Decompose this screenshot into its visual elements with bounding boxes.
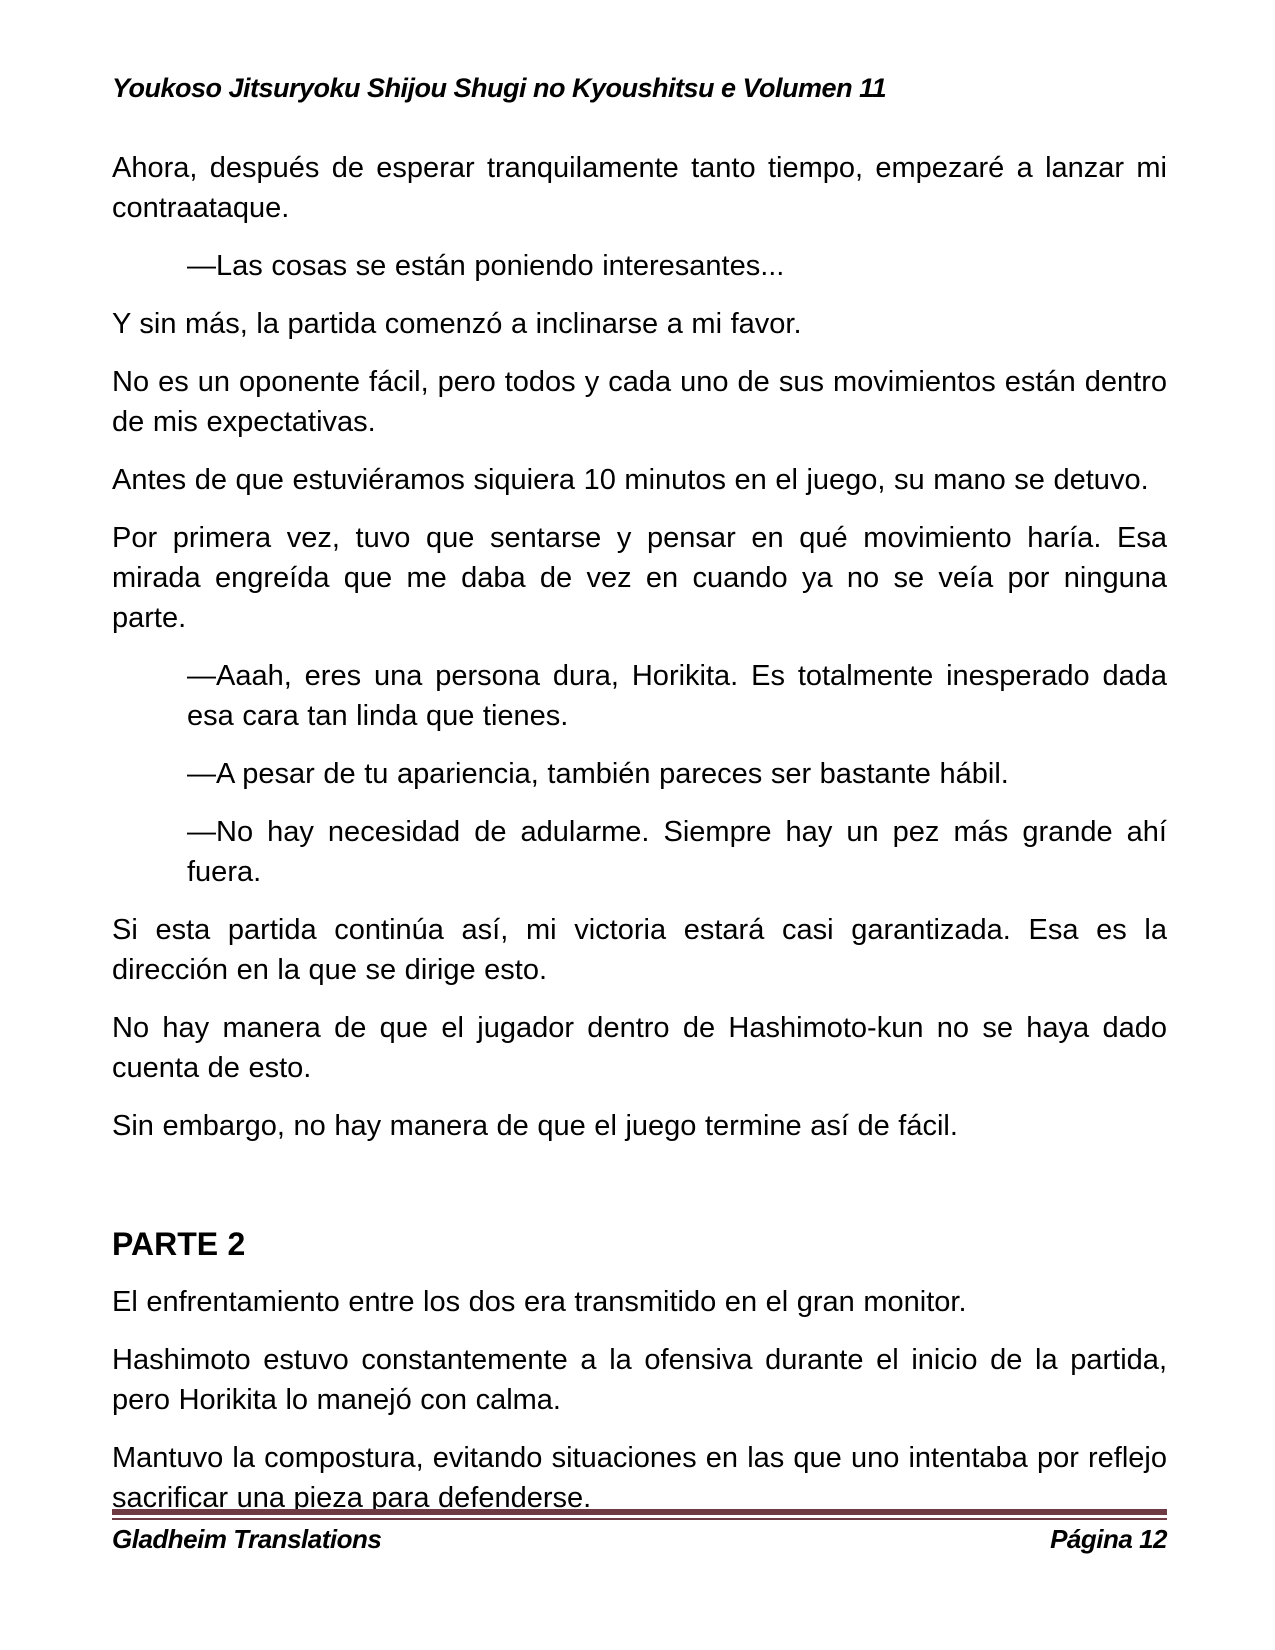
body-paragraph: El enfrentamiento entre los dos era transmitido en el gran monitor. — [112, 1286, 967, 1318]
page-body — [112, 148, 1167, 1518]
dialogue-paragraph: —Las cosas se están poniendo interesantes... — [187, 250, 785, 282]
footer-rule — [112, 1509, 1167, 1520]
page-footer — [112, 1509, 1167, 1554]
dialogue-paragraph: —A pesar de tu apariencia, también pareces ser bastante hábil. — [187, 758, 1009, 790]
page-header — [112, 72, 1167, 104]
body-paragraph: Hashimoto estuvo constantemente a la ofensiva durante el inicio de la partida, pero Horikita lo manejó con calma. — [112, 1344, 1167, 1416]
body-paragraph: No hay manera de que el jugador dentro de Hashimoto-kun no se haya dado cuenta de esto. — [112, 1012, 1167, 1084]
dialogue-paragraph: —No hay necesidad de adularme. Siempre hay un pez más grande ahí fuera. — [187, 816, 1167, 888]
body-paragraph: Ahora, después de esperar tranquilamente tanto tiempo, empezaré a lanzar mi contraataque. — [112, 152, 1167, 224]
dialogue-paragraph: —Aaah, eres una persona dura, Horikita. Es totalmente inesperado dada esa cara tan linda que tienes. — [187, 660, 1167, 732]
book-title: Youkoso Jitsuryoku Shijou Shugi no Kyoushitsu e Volumen 11 — [112, 73, 887, 103]
body-paragraph: Antes de que estuviéramos siquiera 10 minutos en el juego, su mano se detuvo. — [112, 464, 1149, 496]
body-paragraph: Mantuvo la compostura, evitando situaciones en las que uno intentaba por reflejo sacrificar una pieza para defenderse. — [112, 1442, 1167, 1514]
body-paragraph: Por primera vez, tuvo que sentarse y pensar en qué movimiento haría. Esa mirada engreída que me daba de vez en cuando ya no se veía por ninguna parte. — [112, 522, 1167, 634]
footer-row — [112, 1524, 1167, 1554]
footer-page-number: Página 12 — [1050, 1524, 1167, 1554]
body-paragraph: Y sin más, la partida comenzó a inclinarse a mi favor. — [112, 308, 802, 340]
body-paragraph: Si esta partida continúa así, mi victoria estará casi garantizada. Esa es la dirección en la que se dirige esto. — [112, 914, 1167, 986]
section-heading: PARTE 2 — [112, 1226, 246, 1262]
body-paragraph: Sin embargo, no hay manera de que el juego termine así de fácil. — [112, 1110, 958, 1142]
footer-translator: Gladheim Translations — [112, 1524, 382, 1554]
body-paragraph: No es un oponente fácil, pero todos y cada uno de sus movimientos están dentro de mis expectativas. — [112, 366, 1167, 438]
